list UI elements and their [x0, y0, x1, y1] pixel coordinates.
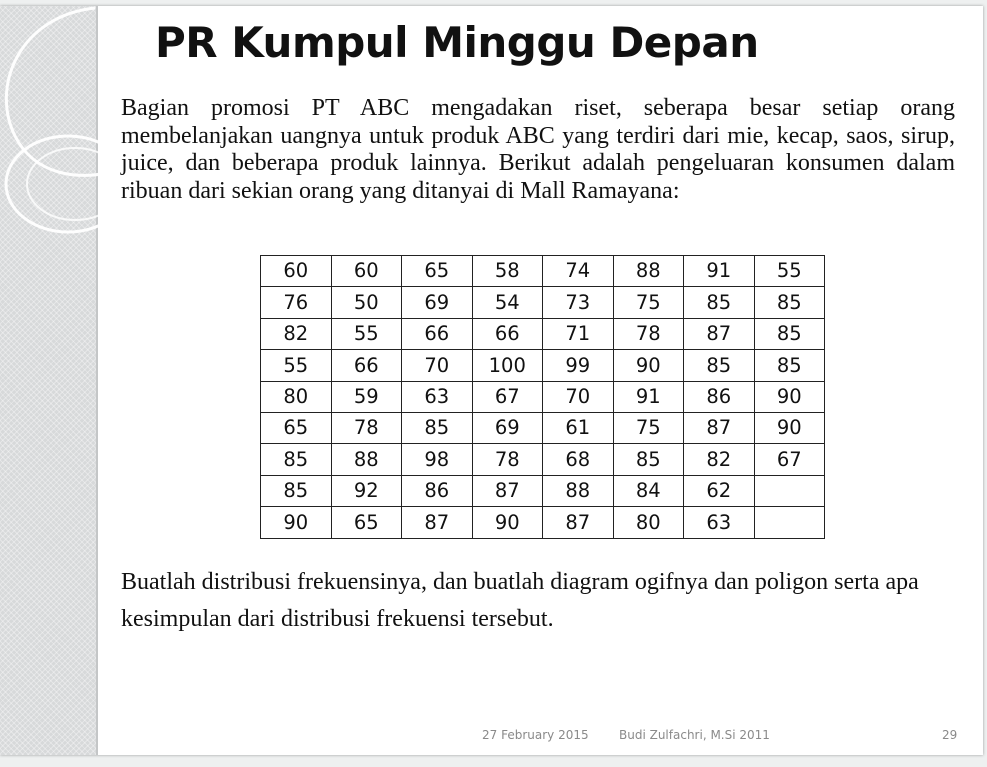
table-cell: 54	[472, 287, 543, 318]
table-cell: 63	[402, 381, 473, 412]
table-cell: 88	[331, 444, 402, 475]
table-row	[261, 350, 825, 381]
table-cell: 55	[754, 256, 825, 287]
footer-author: Budi Zulfachri, M.Si 2011	[619, 728, 770, 742]
table-cell: 66	[331, 350, 402, 381]
table-row	[261, 287, 825, 318]
table-cell: 60	[261, 256, 332, 287]
table-cell: 69	[472, 412, 543, 443]
table-cell: 62	[684, 475, 755, 506]
table-cell: 87	[402, 507, 473, 538]
table-row	[261, 412, 825, 443]
table-cell: 63	[684, 507, 755, 538]
intro-paragraph: Bagian promosi PT ABC mengadakan riset, seberapa besar setiap orang membelanjakan uangnya untuk produk ABC yang terdiri dari mie, kecap, saos, sirup, juice, dan beberapa produk lainnya. Berikut adalah pengeluaran konsumen dalam ribuan dari sekian orang yang ditanyai di Mall Ramayana:	[121, 95, 955, 204]
table-row	[261, 507, 825, 538]
table-cell: 67	[754, 444, 825, 475]
table-cell: 59	[331, 381, 402, 412]
table-cell	[754, 475, 825, 506]
table-cell: 66	[472, 318, 543, 349]
table-cell: 91	[684, 256, 755, 287]
table-cell: 88	[613, 256, 684, 287]
table-row	[261, 381, 825, 412]
table-cell: 91	[613, 381, 684, 412]
table-cell: 73	[543, 287, 614, 318]
table-cell: 71	[543, 318, 614, 349]
table-cell: 80	[261, 381, 332, 412]
table-row	[261, 444, 825, 475]
table-cell: 85	[754, 318, 825, 349]
table-cell: 82	[261, 318, 332, 349]
table-cell: 70	[543, 381, 614, 412]
table-cell: 90	[754, 412, 825, 443]
table-cell: 58	[472, 256, 543, 287]
table-cell: 80	[613, 507, 684, 538]
footer-date: 27 February 2015	[482, 728, 589, 742]
table-cell: 85	[754, 350, 825, 381]
table-cell: 90	[472, 507, 543, 538]
table-cell: 88	[543, 475, 614, 506]
table-cell: 65	[331, 507, 402, 538]
table-cell	[754, 507, 825, 538]
table-cell: 76	[261, 287, 332, 318]
table-cell: 90	[754, 381, 825, 412]
expenditure-data-table	[260, 255, 825, 539]
table-cell: 99	[543, 350, 614, 381]
table-cell: 65	[261, 412, 332, 443]
table-cell: 75	[613, 412, 684, 443]
table-cell: 70	[402, 350, 473, 381]
table-cell: 78	[613, 318, 684, 349]
table-cell: 60	[331, 256, 402, 287]
table-cell: 85	[613, 444, 684, 475]
table-cell: 98	[402, 444, 473, 475]
table-row	[261, 256, 825, 287]
table-cell: 85	[261, 444, 332, 475]
table-cell: 86	[684, 381, 755, 412]
table-cell: 92	[331, 475, 402, 506]
table-cell: 87	[684, 318, 755, 349]
slide	[0, 6, 983, 755]
table-cell: 69	[402, 287, 473, 318]
table-cell: 85	[684, 350, 755, 381]
table-cell: 50	[331, 287, 402, 318]
table-cell: 74	[543, 256, 614, 287]
table-cell: 55	[331, 318, 402, 349]
table-cell: 85	[261, 475, 332, 506]
table-cell: 87	[543, 507, 614, 538]
table-cell: 85	[402, 412, 473, 443]
table-cell: 66	[402, 318, 473, 349]
table-cell: 75	[613, 287, 684, 318]
table-cell: 86	[402, 475, 473, 506]
table-cell: 85	[684, 287, 755, 318]
table-cell: 84	[613, 475, 684, 506]
table-cell: 68	[543, 444, 614, 475]
table-cell: 67	[472, 381, 543, 412]
table-cell: 100	[472, 350, 543, 381]
table-cell: 90	[613, 350, 684, 381]
table-cell: 61	[543, 412, 614, 443]
table-cell: 90	[261, 507, 332, 538]
table-cell: 55	[261, 350, 332, 381]
table-cell: 85	[754, 287, 825, 318]
page-number: 29	[942, 728, 958, 742]
table-cell: 87	[472, 475, 543, 506]
table-cell: 78	[331, 412, 402, 443]
instruction-paragraph: Buatlah distribusi frekuensinya, dan buatlah diagram ogifnya dan poligon serta apa kesimpulan dari distribusi frekuensi tersebut.	[121, 569, 919, 632]
table-cell: 65	[402, 256, 473, 287]
table-cell: 87	[684, 412, 755, 443]
table-cell: 82	[684, 444, 755, 475]
table-cell: 78	[472, 444, 543, 475]
table-row	[261, 318, 825, 349]
table-row	[261, 475, 825, 506]
slide-title: PR Kumpul Minggu Depan	[155, 18, 759, 67]
